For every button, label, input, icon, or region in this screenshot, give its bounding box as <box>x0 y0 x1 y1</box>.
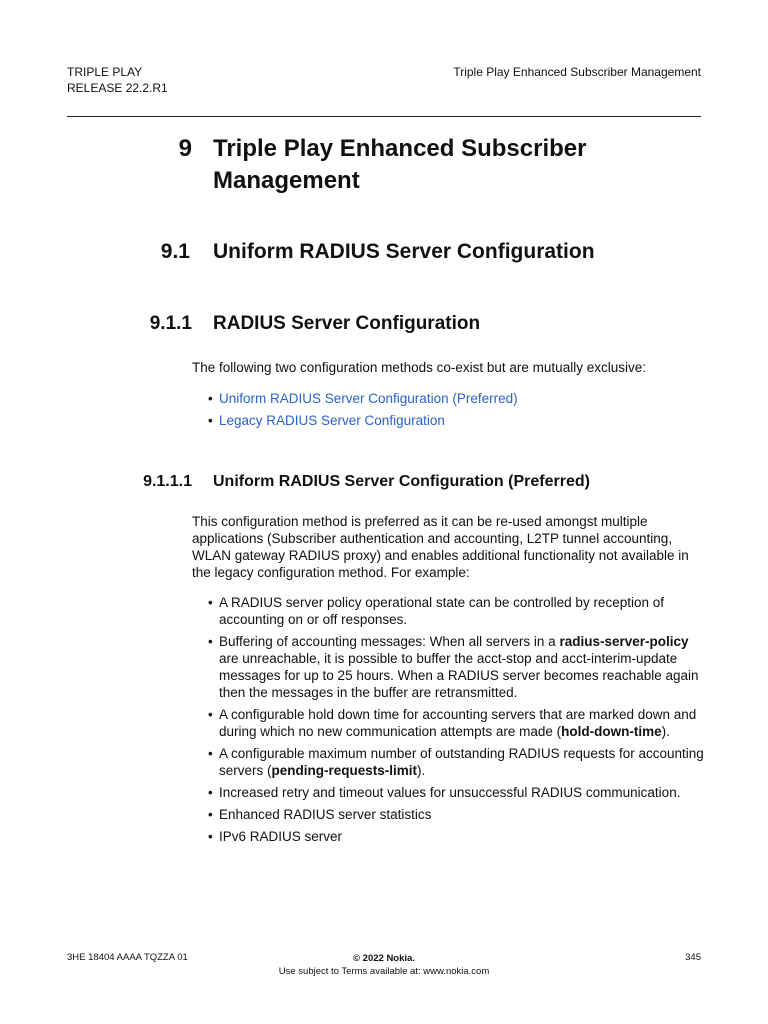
config-method-links <box>208 390 708 434</box>
bullet-marker: • <box>208 829 213 844</box>
running-header-left <box>67 64 168 96</box>
list-item <box>208 594 704 628</box>
product-name: TRIPLE PLAY <box>67 65 143 79</box>
header-divider <box>67 116 701 117</box>
item-text-tail: ). <box>417 763 426 778</box>
list-item <box>208 745 704 779</box>
bullet-marker: • <box>208 634 213 649</box>
intro-paragraph: The following two configuration methods co-exist but are mutually exclusive: <box>192 360 646 375</box>
footer-center <box>0 952 768 978</box>
subsubsection-number: 9.1.1.1 <box>143 473 192 490</box>
bullet-marker: • <box>208 807 213 822</box>
item-text: A configurable maximum number of outstanding RADIUS requests for accounting servers ( <box>219 746 704 778</box>
bullet-marker: • <box>208 595 213 610</box>
bullet-marker: • <box>208 413 213 428</box>
body-paragraph: This configuration method is preferred as it can be re-used amongst multiple applications (Subscriber authentication and accounting, L2TP tunnel accounting, WLAN gateway RADIUS proxy) and enables additional functionality not available in the legacy configuration method. For example: <box>192 514 689 580</box>
section-number: 9.1 <box>160 240 190 263</box>
bullet-marker: • <box>208 707 213 722</box>
chapter-title: Triple Play Enhanced Subscriber Management <box>213 135 587 194</box>
bullet-marker: • <box>208 746 213 761</box>
release-label: RELEASE 22.2.R1 <box>67 81 168 95</box>
list-item <box>208 706 704 740</box>
legacy-config-link[interactable]: Legacy RADIUS Server Configuration <box>219 413 445 428</box>
uniform-config-link[interactable]: Uniform RADIUS Server Configuration (Preferred) <box>219 391 518 406</box>
item-text: A RADIUS server policy operational state can be controlled by reception of accounting on or off responses. <box>219 595 664 627</box>
item-text: Increased retry and timeout values for unsuccessful RADIUS communication. <box>219 785 681 800</box>
list-item <box>208 633 704 701</box>
subsection-number: 9.1.1 <box>149 313 192 334</box>
item-text: A configurable hold down time for accounting servers that are marked down and during which no new communication attempts are made ( <box>219 707 697 739</box>
footer-doc-id: 3HE 18404 AAAA TQZZA 01 <box>67 952 188 963</box>
list-item <box>208 806 704 823</box>
item-keyword: pending-requests-limit <box>271 763 418 778</box>
chapter-number: 9 <box>178 135 192 162</box>
footer-terms: Use subject to Terms available at: www.nokia.com <box>278 966 490 977</box>
item-text: Buffering of accounting messages: When all servers in a <box>219 634 560 649</box>
feature-list <box>208 594 704 850</box>
list-item <box>208 828 704 845</box>
footer-copyright: © 2022 Nokia. <box>353 953 415 964</box>
item-keyword: hold-down-time <box>561 724 662 739</box>
bullet-marker: • <box>208 785 213 800</box>
list-item <box>208 390 708 407</box>
section-title: Uniform RADIUS Server Configuration <box>213 240 595 263</box>
item-keyword: radius-server-policy <box>559 634 689 649</box>
item-text: IPv6 RADIUS server <box>219 829 343 844</box>
item-text-tail: ). <box>661 724 670 739</box>
running-header-title: Triple Play Enhanced Subscriber Management <box>453 65 701 79</box>
page-number: 345 <box>685 952 701 963</box>
list-item <box>208 412 708 429</box>
item-text-tail: are unreachable, it is possible to buffer the acct-stop and acct-interim-update messages for up to 25 hours. When a RADIUS server becomes reachable again then the messages in the buffer are retransmitted. <box>219 651 699 700</box>
subsubsection-title: Uniform RADIUS Server Configuration (Preferred) <box>213 473 590 490</box>
list-item <box>208 784 704 801</box>
subsection-title: RADIUS Server Configuration <box>213 313 481 334</box>
bullet-marker: • <box>208 391 213 406</box>
item-text: Enhanced RADIUS server statistics <box>219 807 432 822</box>
